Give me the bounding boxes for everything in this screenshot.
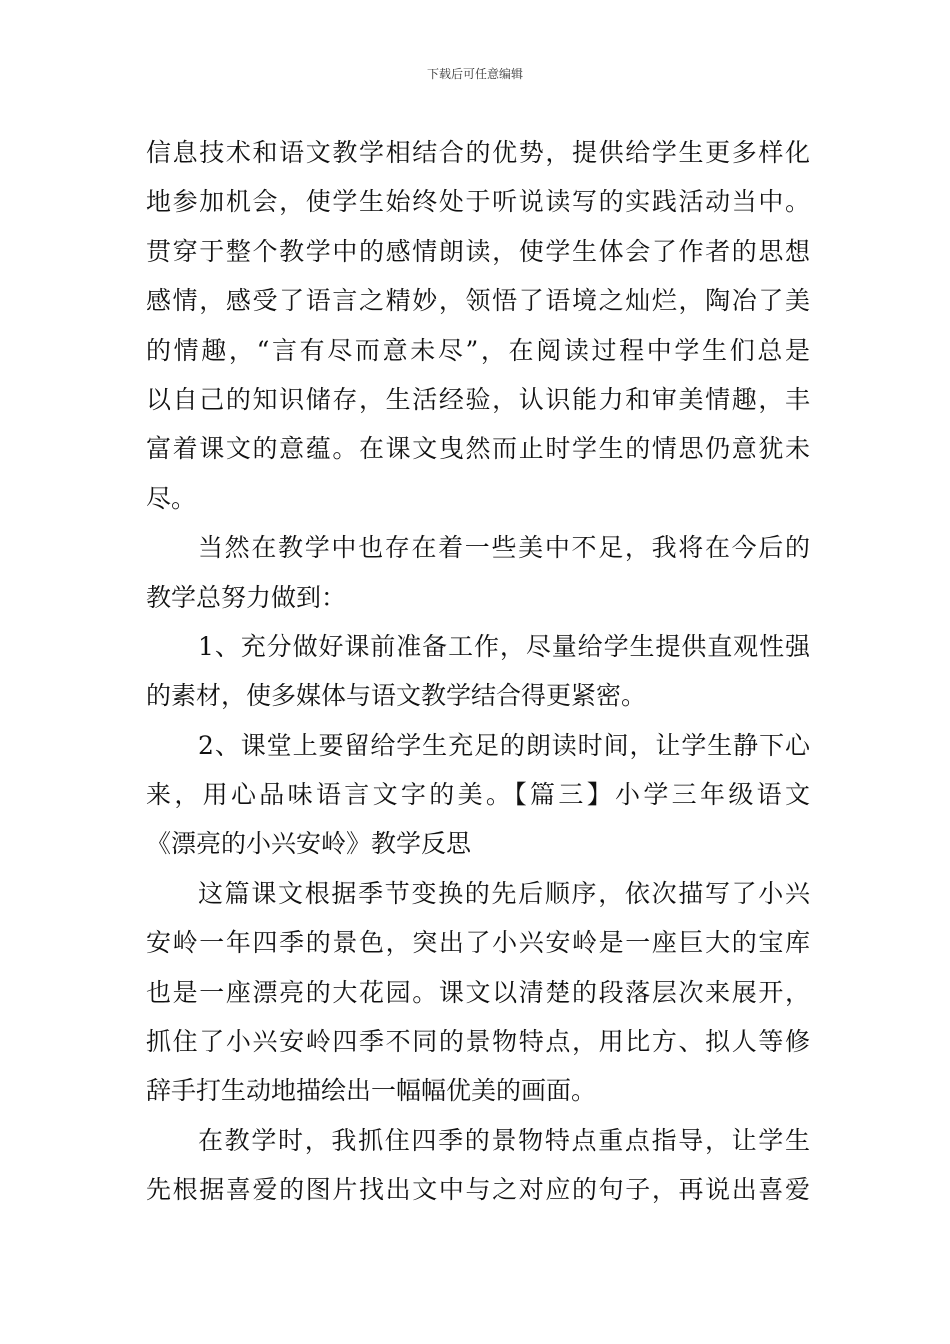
paragraph (146, 869, 810, 1116)
page-header: 下载后可任意编辑 (426, 67, 523, 81)
text-line: 信息技术和语文教学相结合的优势，提供给学生更多样化 (146, 138, 810, 167)
paragraph (146, 128, 810, 523)
paragraph (146, 1116, 810, 1215)
text-line: 以自己的知识储存，生活经验，认识能力和审美情趣，丰 (146, 384, 810, 414)
text-line: 教学总努力做到： (146, 582, 347, 612)
text-line: 当然在教学中也存在着一些美中不足，我将在今后的 (198, 533, 810, 563)
text-line: 1、充分做好课前准备工作，尽量给学生提供直观性强 (198, 631, 810, 661)
paragraph (146, 622, 810, 721)
text-line: 抓住了小兴安岭四季不同的景物特点，用比方、拟人等修 (146, 1027, 810, 1057)
text-line: 这篇课文根据季节变换的先后顺序，依次描写了小兴 (198, 878, 810, 908)
text-line: 也是一座漂亮的大花园。课文以清楚的段落层次来展开， (146, 977, 810, 1007)
text-line: 先根据喜爱的图片找出文中与之对应的句子，再说出喜爱 (146, 1175, 810, 1205)
paragraph (146, 721, 810, 869)
text-line: 的素材，使多媒体与语文教学结合得更紧密。 (146, 681, 647, 711)
text-line: 在教学时，我抓住四季的景物特点重点指导，让学生 (198, 1125, 810, 1155)
text-line: 辞手打生动地描绘出一幅幅优美的画面。 (146, 1076, 597, 1106)
text-line: 来，用心品味语言文字的美。【篇三】小学三年级语文 (146, 780, 810, 810)
text-line: 富着课文的意蕴。在课文曳然而止时学生的情思仍意犹未 (146, 434, 810, 464)
text-line: 2、课堂上要留给学生充足的朗读时间，让学生静下心 (198, 730, 810, 760)
text-line: 地参加机会，使学生始终处于听说读写的实践活动当中。 (146, 187, 810, 217)
text-line: 贯穿于整个教学中的感情朗读，使学生体会了作者的思想 (146, 236, 810, 266)
text-line: 安岭一年四季的景色，突出了小兴安岭是一座巨大的宝库 (146, 928, 810, 958)
text-line: 的情趣，“言有尽而意未尽”，在阅读过程中学生们总是 (146, 335, 810, 365)
document-body (146, 128, 810, 1215)
text-line: 感情，感受了语言之精妙，领悟了语境之灿烂，陶冶了美 (146, 286, 810, 316)
text-line: 《漂亮的小兴安岭》教学反思 (146, 829, 472, 859)
text-line: 尽。 (146, 483, 197, 513)
paragraph (146, 523, 810, 622)
